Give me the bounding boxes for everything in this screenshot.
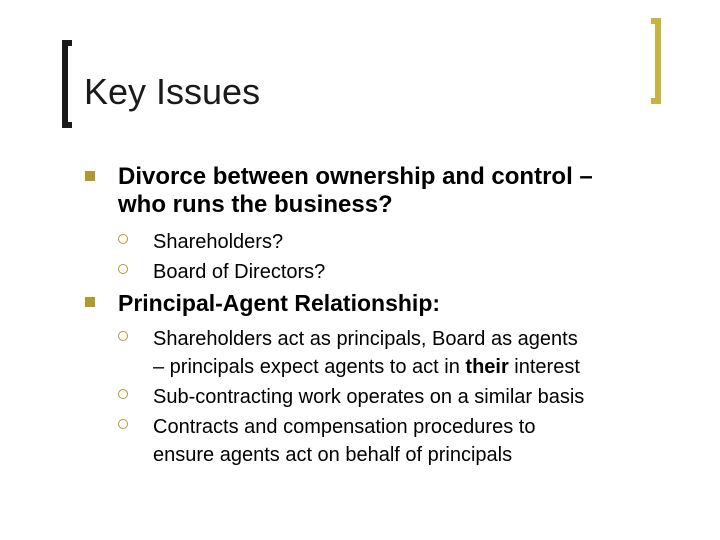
bullet-text: Principal-Agent Relationship: — [118, 290, 441, 316]
sub-bullet-line — [153, 353, 693, 381]
circle-bullet-icon — [118, 389, 128, 399]
sub-bullet-text — [153, 413, 693, 469]
circle-bullet-icon — [118, 264, 128, 274]
sub-bullet-text: Board of Directors? — [153, 261, 326, 283]
sub-bullet-line: ensure agents act on behalf of principals — [153, 444, 513, 466]
bullet-text — [118, 163, 698, 219]
square-bullet-icon — [85, 171, 95, 181]
circle-bullet-icon — [118, 234, 128, 244]
circle-bullet-icon — [118, 419, 128, 429]
sub-bullet-text — [153, 325, 693, 381]
sub-bullet-text: Shareholders? — [153, 231, 284, 253]
sub-bullet-line: Contracts and compensation procedures to — [153, 416, 536, 438]
emphasis-text: their — [465, 356, 509, 378]
text-run: interest — [508, 356, 580, 378]
bullet-line: Divorce between ownership and control – — [118, 163, 593, 190]
text-run: – principals expect agents to act in — [153, 356, 466, 378]
sub-bullet-line: Shareholders act as principals, Board as agents — [153, 328, 578, 350]
right-bracket-decoration — [651, 18, 661, 104]
left-bracket-decoration — [62, 40, 72, 128]
slide-title: Key Issues — [84, 71, 261, 112]
bullet-line: who runs the business? — [118, 191, 393, 218]
circle-bullet-icon — [118, 331, 128, 341]
sub-bullet-text: Sub-contracting work operates on a similar basis — [153, 386, 585, 408]
square-bullet-icon — [85, 297, 95, 307]
